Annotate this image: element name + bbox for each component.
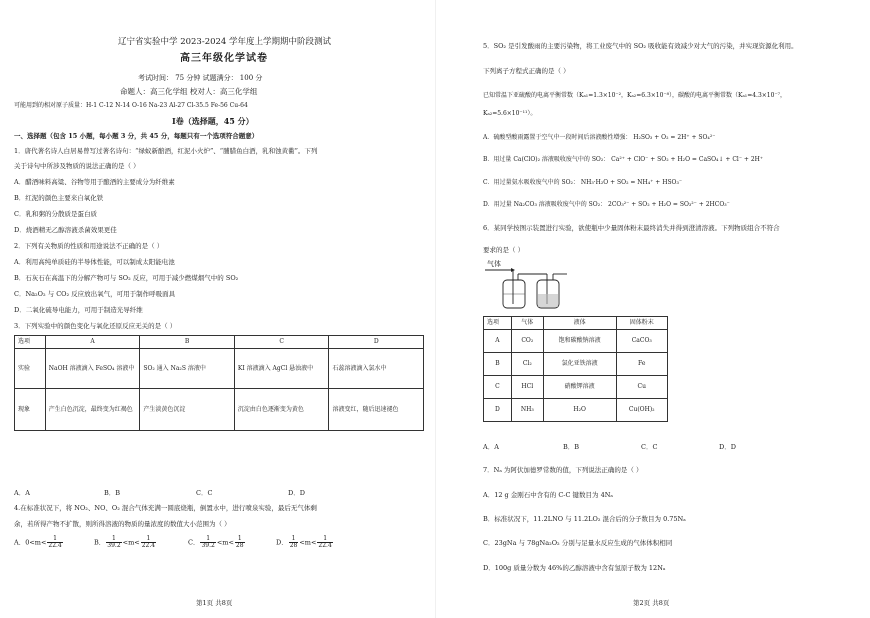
table-cell: Fe: [616, 353, 668, 376]
q2-option-c: C．Na₂O₂ 与 CO₂ 反应放出氧气，可用于制作呼吸面具: [14, 290, 176, 298]
q6-option-a: A．A: [483, 443, 499, 451]
table-cell: B: [484, 353, 512, 376]
fraction-denominator: 22.4: [318, 542, 332, 549]
q1-stem: 关于诗句中所涉及物质的说法正确的是（ ）: [14, 162, 140, 170]
q5-constants: 已知常温下亚硫酸的电离平衡常数（Kₐ₁=1.3×10⁻²，Kₐ₂=6.3×10⁻⁸），碳酸的电离平衡常数（Kₐ₁=4.3×10⁻⁷，: [483, 92, 787, 99]
section-instructions: 一、选择题（包含 15 小题，每小题 3 分，共 45 分，每题只有一个选项符合题意）: [14, 132, 259, 140]
option-text: C．: [188, 538, 200, 547]
fraction: [200, 536, 215, 549]
fraction: [141, 536, 156, 549]
q6-stem: 6．某同学按图示装置进行实验，欲使瓶中少量固体粉末最终消失并得到澄清溶液。下列物质组合不符合: [483, 224, 780, 232]
table-cell: CO₂: [511, 330, 543, 353]
solid-powder: [538, 294, 558, 307]
table-row: [484, 399, 668, 422]
table-cell: 硝酸钾溶液: [543, 376, 616, 399]
q4-stem: 4.在标准状况下，将 NO₂、NO、O₂ 混合气体充满一圆底烧瓶，倒置水中，进行喷泉实验，最后无气体剩: [14, 504, 317, 512]
table-cell: Cu: [616, 376, 668, 399]
q1-option-b: B．红泥的颜色主要来自氧化铁: [14, 194, 104, 202]
table-cell: 产生白色沉淀，最终变为红褐色: [45, 389, 140, 431]
q3-stem: 3．下列实验中的颜色变化与氧化还原反应无关的是（ ）: [14, 322, 177, 330]
table-cell: 现象: [15, 389, 46, 431]
fraction-numerator: 1: [106, 536, 121, 543]
table-header-cell: 固体粉末: [616, 317, 668, 330]
q2-option-b: B．石灰石在高温下的分解产物可与 SO₂ 反应，可用于减少燃煤烟气中的 SO₂: [14, 274, 239, 282]
table-cell: 氯化亚铁溶液: [543, 353, 616, 376]
option-text: A．0<m<: [14, 538, 47, 547]
q1-stem: 1．唐代著名诗人白居易曾写过著名诗句：“绿蚁新醅酒，红泥小火炉”、“脯腊鱼白酒，乳和蚀黄衢”。下列: [14, 147, 318, 155]
q2-option-d: D．二氧化硫导电能力，可用于制造光导纤维: [14, 306, 143, 314]
q7-option-b: B．标准状况下，11.2LNO 与 11.2LO₂ 混合后的分子数目为 0.75Nₐ: [483, 515, 686, 523]
q7-option-a: A．12 g 金刚石中含有的 C-C 键数目为 4Nₐ: [483, 491, 613, 499]
fraction: [289, 536, 299, 549]
option-text: <m<: [299, 538, 317, 547]
exam-page-2: [435, 0, 870, 618]
q5-stem: 5．SO₂ 是引发酸雨的主要污染物，将工业废气中的 SO₂ 吸收能有效减少对大气的污染，并实现资源化利用。: [483, 42, 798, 50]
q1-option-a: A．醋酒味料高粱、谷物等用于酿酒的主要成分为纤维素: [14, 178, 175, 186]
fraction-numerator: 1: [141, 536, 156, 543]
fraction-denominator: 22.4: [141, 542, 156, 549]
q7-stem: 7．Nₐ 为阿伏加德罗常数的值，下列说法正确的是（ ）: [483, 466, 643, 474]
table-row: [484, 353, 668, 376]
table-cell: 石蕊溶液滴入氯水中: [329, 349, 424, 389]
q1-option-c: C．乳和粥的分散质是蛋白质: [14, 210, 97, 218]
q6-option-b: B．B: [563, 443, 580, 451]
exam-title: 高三年级化学试卷: [180, 53, 268, 64]
q4-option-c: [188, 536, 246, 549]
gas-label: 气体: [487, 260, 501, 268]
q7-option-c: C．23gNa 与 78gNa₂O₂ 分别与足量水反应生成的气体体积相同: [483, 539, 673, 547]
table-row: [484, 330, 668, 353]
table-header-cell: C: [234, 336, 329, 349]
table-cell: 沉淀由白色逐渐变为黄色: [234, 389, 329, 431]
section-title: Ⅰ卷（选择题，45 分）: [172, 116, 254, 126]
fraction-numerator: 1: [317, 536, 332, 543]
q3-option-c: C．C: [196, 489, 213, 497]
table-cell: CaCO₃: [616, 330, 668, 353]
table-cell: 产生淡黄色沉淀: [140, 389, 235, 431]
table-header-cell: B: [140, 336, 235, 349]
table-cell: 实验: [15, 349, 46, 389]
table-row: [15, 349, 424, 389]
table-cell: 饱和碳酸钠溶液: [543, 330, 616, 353]
q4-option-b: [94, 536, 157, 549]
q4-stem: 余，若所得产物不扩散，则所得溶液的物质的量浓度的数值大小范围为（ ）: [14, 520, 231, 528]
page-number: 第1页 共8页: [196, 599, 233, 607]
q5-option-d: D．用过量 Na₂CO₃ 溶液吸收废气中的 SO₂： 2CO₃²⁻ + SO₂ + H₂O = SO₃²⁻ + 2HCO₃⁻: [483, 201, 730, 208]
q2-option-a: A．利用高纯单质硅的半导体性能，可以制成太阳能电池: [14, 258, 175, 266]
q4-option-a: [14, 536, 64, 549]
q6-option-c: C．C: [641, 443, 658, 451]
fraction-denominator: 39.2: [201, 542, 215, 549]
table-header-cell: 选项: [15, 336, 46, 349]
table-row: [484, 376, 668, 399]
q3-option-d: D．D: [288, 489, 305, 497]
fraction-numerator: 1: [200, 536, 215, 543]
atomic-masses: 可能用到的相对原子质量：H-1 C-12 N-14 O-16 Na-23 Al-27 Cl-35.5 Fe-56 Cu-64: [14, 102, 248, 109]
table-cell: 溶液变红，随后迅速褪色: [329, 389, 424, 431]
q5-option-a: A．硫酸型酸雨露置于空气中一段时间后溶液酸性增强： H₂SO₃ + O₂ = 2H⁺ + SO₄²⁻: [483, 134, 716, 141]
fraction-numerator: 1: [289, 536, 299, 543]
table-cell: KI 溶液滴入 AgCl 悬浊液中: [234, 349, 329, 389]
table-header-cell: 气体: [511, 317, 543, 330]
option-text: B．: [94, 538, 106, 547]
table-cell: D: [484, 399, 512, 422]
option-text: D．: [276, 538, 288, 547]
fraction-denominator: 28: [289, 542, 298, 549]
table-cell: C: [484, 376, 512, 399]
page-number: 第2页 共8页: [633, 599, 670, 607]
table-cell: Cl₂: [511, 353, 543, 376]
fraction-denominator: 28: [235, 542, 244, 549]
table-header-row: [484, 317, 668, 330]
q3-option-b: B．B: [104, 489, 121, 497]
q3-option-a: A．A: [14, 489, 30, 497]
fraction-denominator: 39.2: [107, 542, 121, 549]
table-cell: SO₂ 通入 Na₂S 溶液中: [140, 349, 235, 389]
fraction-numerator: 1: [235, 536, 245, 543]
fraction-denominator: 22.4: [48, 542, 62, 549]
table-cell: A: [484, 330, 512, 353]
q4-option-d: [276, 536, 334, 549]
exam-time-score: 考试时间： 75 分钟 试题满分： 100 分: [138, 74, 263, 82]
fraction: [47, 536, 62, 549]
q5-option-c: C．用过量氨水吸收废气中的 SO₂： NH₃·H₂O + SO₂ = NH₄⁺ + HSO₃⁻: [483, 179, 683, 186]
q6-table: [483, 316, 668, 422]
q5-stem: 下列离子方程式正确的是（ ）: [483, 67, 570, 75]
option-text: <m<: [216, 538, 234, 547]
fraction: [106, 536, 121, 549]
q1-option-d: D．烧酒精无乙醇溶液杀菌效果更佳: [14, 226, 117, 234]
q6-stem: 要求的是（ ）: [483, 246, 525, 254]
exam-authors: 命题人：高三化学组 校对人：高三化学组: [120, 87, 258, 96]
q5-option-b: B．用过量 Ca(ClO)₂ 溶液吸收废气中的 SO₂： Ca²⁺ + ClO⁻ + SO₂ + H₂O = CaSO₄↓ + Cl⁻ + 2H⁺: [483, 156, 764, 163]
fraction-numerator: 1: [47, 536, 62, 543]
table-cell: HCl: [511, 376, 543, 399]
apparatus-diagram: [483, 264, 573, 312]
q3-table: [14, 335, 424, 431]
table-header-cell: D: [329, 336, 424, 349]
q7-option-d: D．100g 质量分数为 46%的乙醇溶液中含有氢原子数为 12Nₐ: [483, 564, 666, 572]
table-header-cell: 液体: [543, 317, 616, 330]
table-header-cell: 选项: [484, 317, 512, 330]
fraction: [235, 536, 245, 549]
q5-constants: Kₐ₂=5.6×10⁻¹¹）。: [483, 110, 537, 117]
table-cell: Cu(OH)₂: [616, 399, 668, 422]
option-text: <m<: [122, 538, 140, 547]
q6-option-d: D．D: [719, 443, 736, 451]
table-header-row: [15, 336, 424, 349]
table-header-cell: A: [45, 336, 140, 349]
exam-header: 辽宁省实验中学 2023-2024 学年度上学期期中阶段测试: [118, 37, 332, 47]
table-cell: NaOH 溶液滴入 FeSO₄ 溶液中: [45, 349, 140, 389]
table-row: [15, 389, 424, 431]
table-cell: H₂O: [543, 399, 616, 422]
q2-stem: 2．下列有关物质的性质和用途说法不正确的是（ ）: [14, 242, 164, 250]
fraction: [317, 536, 332, 549]
table-cell: NH₃: [511, 399, 543, 422]
